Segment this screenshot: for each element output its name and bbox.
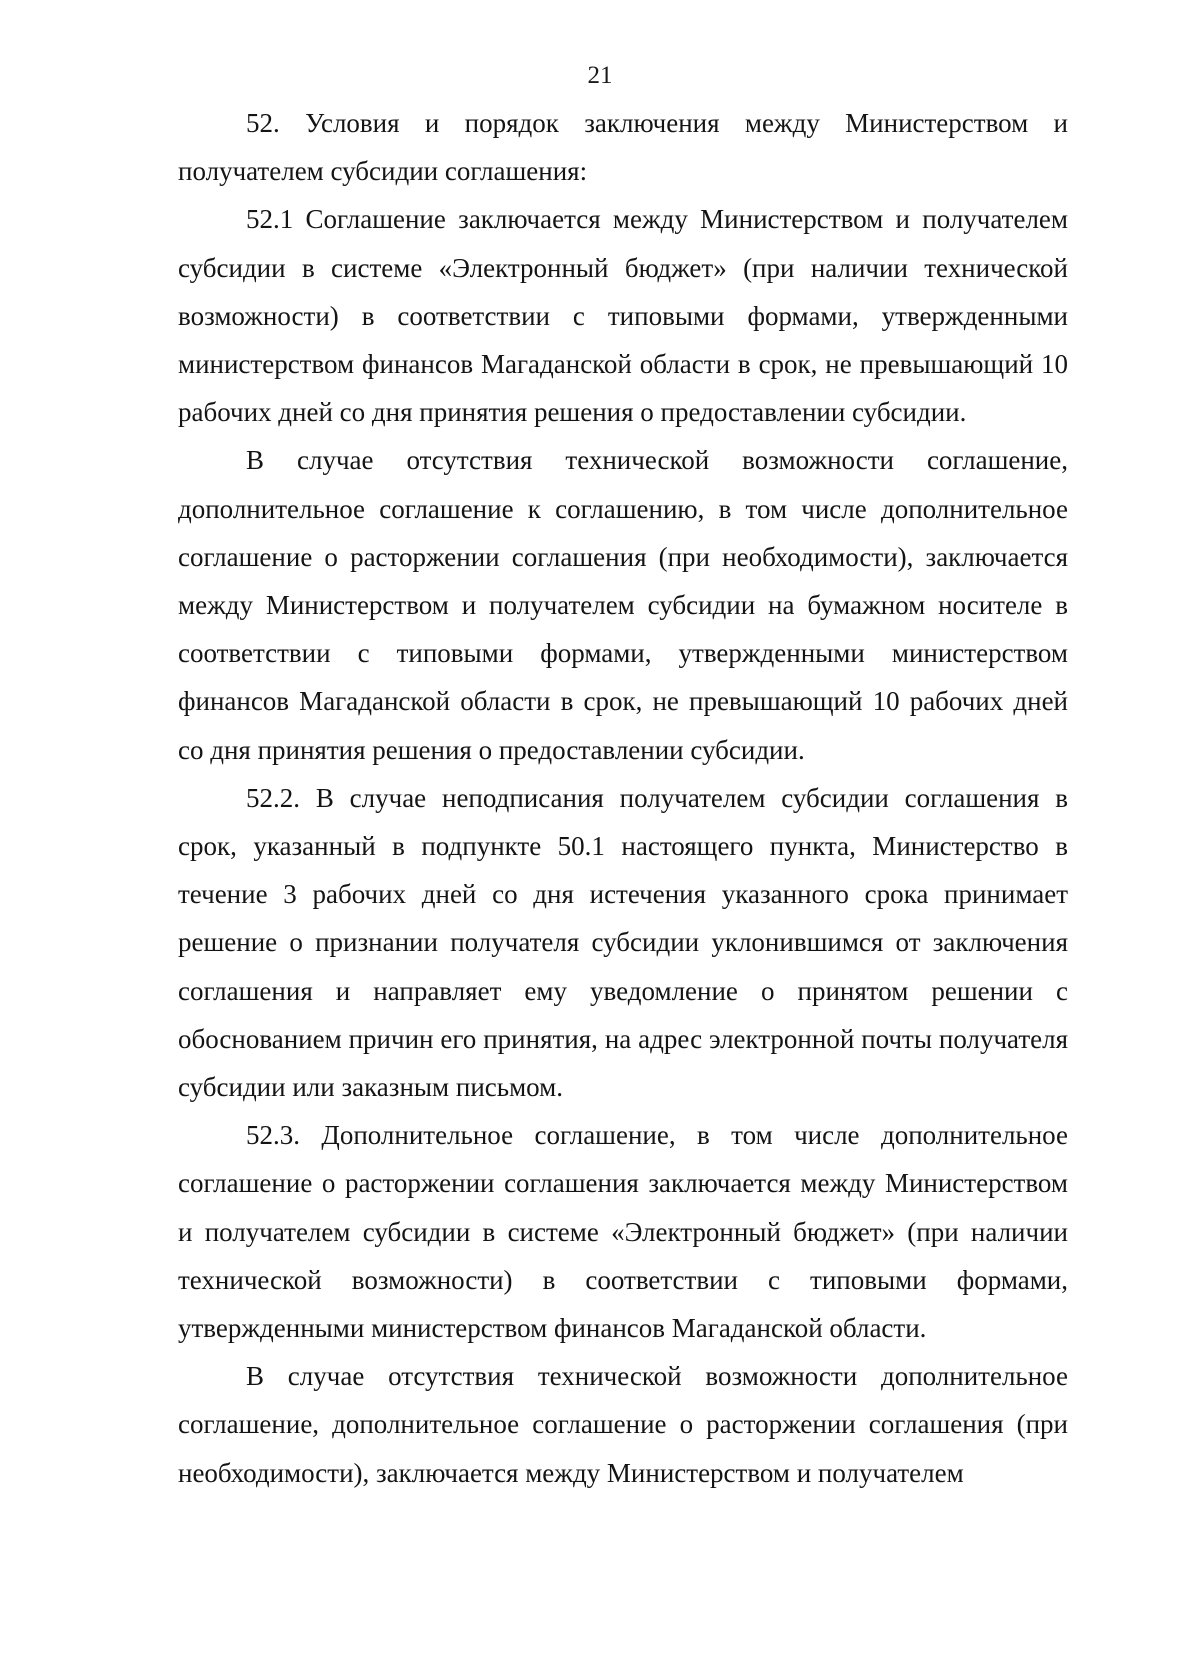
paragraph-52-3-no-tech: В случае отсутствия технической возможности дополнительное соглашение, дополнительное соглашение о расторжении соглашения (при необходимости), заключается между Министерством и получателем [178,1361,1068,1488]
paragraph-52-2: 52.2. В случае неподписания получателем субсидии соглашения в срок, указанный в подпункте 50.1 настоящего пункта, Министерство в течение 3 рабочих дней со дня истечения указанного срока принимает решение о признании получателя субсидии уклонившимся от заключения соглашения и направляет ему уведомление о принятом решении с обоснованием причин его принятия, на адрес электронной почты получателя субсидии или заказным письмом. [178,782,1068,1103]
paragraph-52-1: 52.1 Соглашение заключается между Министерством и получателем субсидии в системе «Электронный бюджет» (при наличии технической возможности) в соответствии с типовыми формами, утвержденными министерством финансов Магаданской области в срок, не превышающий 10 рабочих дней со дня принятия решения о предоставлении субсидии. [178,204,1068,428]
paragraph-52: 52. Условия и порядок заключения между Министерством и получателем субсидии соглашения: [178,108,1068,187]
paragraph-52-1-no-tech: В случае отсутствия технической возможности соглашение, дополнительное соглашение к соглашению, в том числе дополнительное соглашение о расторжении соглашения (при необходимости), заключается между Министерством и получателем субсидии на бумажном носителе в соответствии с типовыми формами, утвержденными министерством финансов Магаданской области в срок, не превышающий 10 рабочих дней со дня принятия решения о предоставлении субсидии. [178,445,1068,765]
page-number: 21 [587,62,613,89]
paragraph-52-3: 52.3. Дополнительное соглашение, в том числе дополнительное соглашение о расторжении соглашения заключается между Министерством и получателем субсидии в системе «Электронный бюджет» (при наличии технической возможности) в соответствии с типовыми формами, утвержденными министерством финансов Магаданской области. [178,1120,1068,1344]
document-body [178,99,1068,1497]
